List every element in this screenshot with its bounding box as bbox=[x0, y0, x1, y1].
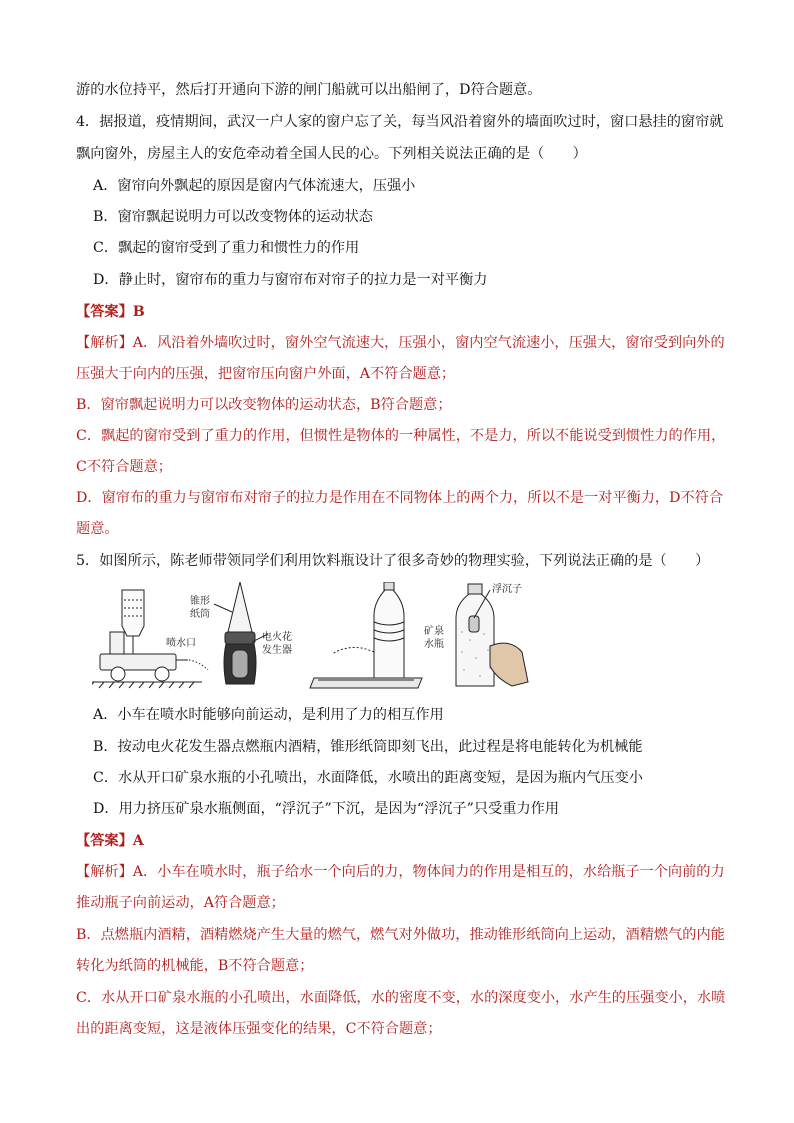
analysis-line: B．窗帘飘起说明力可以改变物体的运动状态，B符合题意； bbox=[76, 397, 452, 413]
analysis-line: 出的距离变短，这是液体压强变化的结果，C不符合题意； bbox=[76, 1021, 442, 1037]
bottle-tray-illustration bbox=[310, 582, 422, 688]
label-bottle-2: 水瓶 bbox=[424, 639, 444, 650]
analysis-line: C．飘起的窗帘受到了重力的作用，但惯性是物体的一种属性，不是力，所以不能说受到惯性力的作用， bbox=[76, 428, 726, 444]
analysis-line: D．窗帘布的重力与窗帘布对帘子的拉力是作用在不同物体上的两个力，所以不是一对平衡力，D不符合 bbox=[76, 490, 724, 506]
question-line: 飘向窗外，房屋主人的安危牵动着全国人民的心。下列相关说法正确的是（ ） bbox=[76, 146, 587, 162]
option-line: A．窗帘向外飘起的原因是窗内气体流速大，压强小 bbox=[93, 178, 416, 194]
option-line: B．按动电火花发生器点燃瓶内酒精，锥形纸筒即刻飞出，此过程是将电能转化为机械能 bbox=[93, 739, 643, 755]
label-spout: 喷水口 bbox=[166, 638, 196, 649]
analysis-line: 【解析】A．风沿着外墙吹过时，窗外空气流速大，压强小，窗内空气流速小，压强大，窗帘受到向外的 bbox=[76, 335, 725, 351]
analysis-line: 推动瓶子向前运动，A符合题意； bbox=[76, 895, 285, 911]
option-line: D．静止时，窗帘布的重力与窗帘布对帘子的拉力是一对平衡力 bbox=[93, 272, 488, 288]
label-cone-2: 纸筒 bbox=[190, 609, 210, 620]
question-line: 5．如图所示，陈老师带领同学们利用饮料瓶设计了很多奇妙的物理实验，下列说法正确的是（ ） bbox=[76, 553, 710, 569]
option-line: D．用力挤压矿泉水瓶侧面，“浮沉子”下沉，是因为“浮沉子”只受重力作用 bbox=[93, 801, 560, 817]
label-cone-1: 锥形 bbox=[190, 596, 210, 607]
label-spark-2: 发生器 bbox=[262, 645, 292, 656]
option-line: A．小车在喷水时能够向前运动，是利用了力的相互作用 bbox=[93, 707, 444, 723]
label-bottle-1: 矿泉 bbox=[424, 626, 444, 637]
option-line: C．水从开口矿泉水瓶的小孔喷出，水面降低，水喷出的距离变短，是因为瓶内气压变小 bbox=[93, 770, 643, 786]
analysis-line: 【解析】A．小车在喷水时，瓶子给水一个向后的力，物体间力的作用是相互的，水给瓶子一个向前的力 bbox=[76, 864, 725, 880]
experiment-figure bbox=[92, 582, 692, 694]
option-line: B．窗帘飘起说明力可以改变物体的运动状态 bbox=[93, 209, 373, 225]
option-line: C．飘起的窗帘受到了重力和惯性力的作用 bbox=[93, 240, 360, 256]
label-diver: 浮沉子 bbox=[492, 584, 522, 595]
analysis-line: 压强大于向内的压强，把窗帘压向窗户外面，A不符合题意； bbox=[76, 366, 456, 382]
answer-line: 【答案】B bbox=[76, 304, 145, 320]
analysis-line: 转化为纸筒的机械能，B不符合题意； bbox=[76, 958, 314, 974]
label-spark-1: 电火花 bbox=[262, 632, 292, 643]
answer-line: 【答案】A bbox=[76, 833, 144, 849]
cartesian-diver-illustration bbox=[456, 584, 528, 686]
analysis-line: C不符合题意； bbox=[76, 459, 172, 475]
question-line: 游的水位持平，然后打开通向下游的闸门船就可以出船闸了，D符合题意。 bbox=[76, 82, 542, 98]
question-line: 4．据报道，疫情期间，武汉一户人家的窗户忘了关，每当风沿着窗外的墙面吹过时，窗口悬挂的窗帘就 bbox=[76, 114, 724, 130]
analysis-line: B．点燃瓶内酒精，酒精燃烧产生大量的燃气，燃气对外做功，推动锥形纸筒向上运动，酒精燃气的内能 bbox=[76, 927, 725, 943]
analysis-line: C．水从开口矿泉水瓶的小孔喷出，水面降低，水的密度不变，水的深度变小，水产生的压强变小，水喷 bbox=[76, 990, 726, 1006]
analysis-line: 题意。 bbox=[76, 521, 119, 537]
spark-generator-illustration bbox=[214, 582, 268, 684]
